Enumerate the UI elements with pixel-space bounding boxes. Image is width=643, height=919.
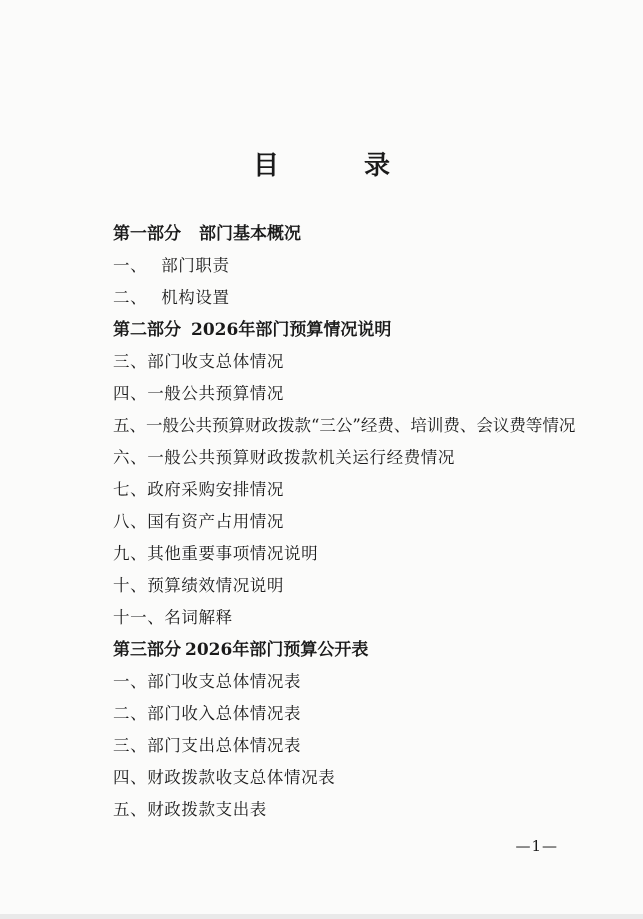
toc-item xyxy=(113,762,633,794)
toc-item xyxy=(113,506,633,538)
toc-item-number: 十、 xyxy=(113,576,148,595)
toc-item xyxy=(113,346,633,378)
toc-item xyxy=(113,570,633,602)
toc-item-title: 机构设置 xyxy=(161,288,230,307)
toc-item-title: 部门职责 xyxy=(161,256,230,275)
toc-item-title: 部门支出总体情况表 xyxy=(147,736,302,755)
toc-item xyxy=(113,378,633,410)
toc-item-number: 七、 xyxy=(113,480,148,499)
toc-item-number: 二、 xyxy=(113,288,148,307)
toc-part-number: 第一部分 xyxy=(113,224,181,244)
toc-item-title: 部门收支总体情况 xyxy=(147,352,285,371)
toc-item-number: 三、 xyxy=(113,352,148,371)
toc-item-number: 五、 xyxy=(113,800,148,819)
toc-item-title: 财政拨款收支总体情况表 xyxy=(147,768,336,787)
toc-part-title: 部门基本概况 xyxy=(199,224,301,244)
toc-item-title: 部门收支总体情况表 xyxy=(147,672,302,691)
toc-part-number: 第三部分 xyxy=(113,640,181,660)
toc-part-title: 2026年部门预算公开表 xyxy=(185,640,369,660)
toc-item xyxy=(113,730,633,762)
toc-item-number: 二、 xyxy=(113,704,148,723)
toc-item-number: 四、 xyxy=(113,768,148,787)
toc-item xyxy=(113,410,633,442)
toc-part-3 xyxy=(113,634,633,666)
toc-item xyxy=(113,794,633,826)
toc-item xyxy=(113,282,633,314)
toc-item-number: 四、 xyxy=(113,384,148,403)
toc-part-1 xyxy=(113,218,633,250)
toc-item-number: 八、 xyxy=(113,512,148,531)
toc-item-number: 六、 xyxy=(113,448,148,467)
toc-item-title: 名词解释 xyxy=(164,608,233,627)
toc-item xyxy=(113,250,633,282)
toc-item xyxy=(113,698,633,730)
toc-part-number: 第二部分 xyxy=(113,320,181,340)
toc-item-title: 部门收入总体情况表 xyxy=(147,704,302,723)
scan-bottom-edge xyxy=(0,914,643,919)
toc-item-title: 一般公共预算财政拨款机关运行经费情况 xyxy=(147,448,456,467)
toc-item xyxy=(113,602,633,634)
toc-item-title: 政府采购安排情况 xyxy=(147,480,285,499)
toc-item-number: 九、 xyxy=(113,544,148,563)
toc-item-number: 三、 xyxy=(113,736,148,755)
toc-item-title: 财政拨款支出表 xyxy=(147,800,267,819)
toc-item xyxy=(113,474,633,506)
toc-item-number: 一、 xyxy=(113,256,148,275)
toc-item xyxy=(113,442,633,474)
page-number: —1— xyxy=(515,837,558,855)
toc-item-number: 五、 xyxy=(113,416,146,435)
toc-part-2 xyxy=(113,314,633,346)
toc-item-number: 十一、 xyxy=(113,608,165,627)
toc-item-title: 预算绩效情况说明 xyxy=(147,576,285,595)
toc-item-title: 一般公共预算情况 xyxy=(147,384,285,403)
toc-item-title: 国有资产占用情况 xyxy=(147,512,285,531)
toc-part-title: 2026年部门预算情况说明 xyxy=(191,320,392,340)
page-title: 目 录 xyxy=(252,151,429,181)
toc-item xyxy=(113,666,633,698)
table-of-contents xyxy=(113,218,633,826)
toc-item-title: 其他重要事项情况说明 xyxy=(147,544,319,563)
toc-item-number: 一、 xyxy=(113,672,148,691)
toc-item xyxy=(113,538,633,570)
toc-item-title: 一般公共预算财政拨款“三公”经费、培训费、会议费等情况 xyxy=(146,416,576,435)
